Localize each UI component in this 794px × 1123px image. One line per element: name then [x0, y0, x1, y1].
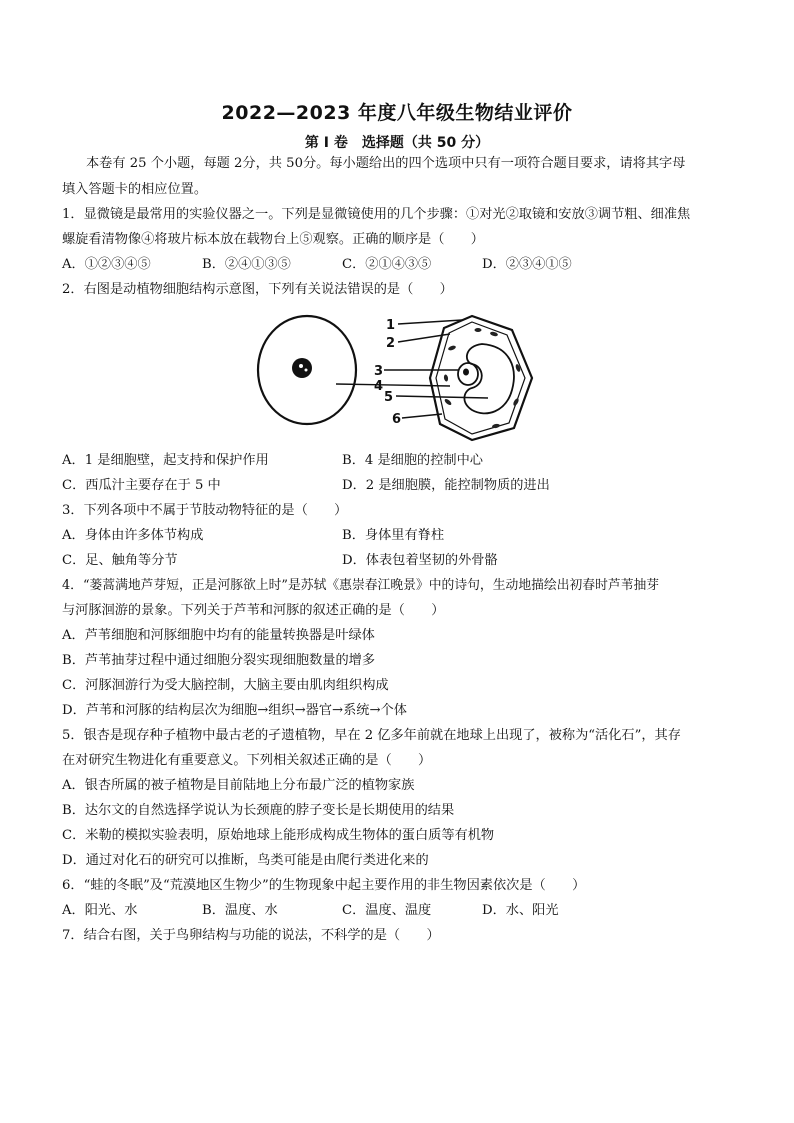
q6-stem: 6．“蛙的冬眠”及“荒漠地区生物少”的生物现象中起主要作用的非生物因素依次是（ ）	[62, 878, 586, 893]
figure-label-4: 4	[374, 379, 384, 394]
animal-nucleus	[292, 358, 312, 378]
q6-option-c: C．温度、温度	[342, 903, 432, 918]
q5-stem-1: 5．银杏是现存种子植物中最古老的孑遗植物，早在 2 亿多年前就在地球上出现了，被称为“活化石”，其存	[62, 728, 681, 743]
q2-stem: 2．右图是动植物细胞结构示意图，下列有关说法错误的是（ ）	[62, 282, 453, 297]
q7-stem: 7．结合右图，关于鸟卵结构与功能的说法，不科学的是（ ）	[62, 928, 440, 943]
q4-option-c: C．河豚洄游行为受大脑控制，大脑主要由肌肉组织构成	[62, 678, 389, 693]
figure-label-2: 2	[386, 336, 396, 351]
q1-stem-1: 1．显微镜是最常用的实验仪器之一。下列是显微镜使用的几个步骤：①对光②取镜和安放③调节粗、细准焦	[62, 207, 691, 222]
q5-stem-2: 在对研究生物进化有重要意义。下列相关叙述正确的是（ ）	[62, 753, 432, 768]
animal-cell	[258, 316, 356, 424]
q4-option-a: A．芦苇细胞和河豚细胞中均有的能量转换器是叶绿体	[62, 628, 375, 643]
q5-option-b: B．达尔文的自然选择学说认为长颈鹿的脖子变长是长期使用的结果	[62, 803, 455, 818]
q3-option-c: C．足、触角等分节	[62, 553, 178, 568]
q4-stem-1: 4．“蒌蒿满地芦芽短，正是河豚欲上时”是苏轼《惠崇春江晚景》中的诗句，生动地描绘出初春时芦苇抽芽	[62, 578, 660, 593]
cell-diagram	[250, 306, 550, 448]
q1-option-c: C．②①④③⑤	[342, 257, 432, 272]
page-title: 2022—2023 年度八年级生物结业评价	[221, 102, 573, 124]
q6-option-d: D．水、阳光	[482, 903, 559, 918]
q5-option-d: D．通过对化石的研究可以推断，鸟类可能是由爬行类进化来的	[62, 853, 429, 868]
q4-option-b: B．芦苇抽芽过程中通过细胞分裂实现细胞数量的增多	[62, 653, 376, 668]
q5-option-c: C．米勒的模拟实验表明，原始地球上能形成构成生物体的蛋白质等有机物	[62, 828, 495, 843]
q1-stem-2: 螺旋看清物像④将玻片标本放在载物台上⑤观察。正确的顺序是（ ）	[62, 232, 484, 247]
figure-label-6: 6	[392, 412, 402, 427]
q6-option-a: A．阳光、水	[62, 903, 138, 918]
q4-option-d: D．芦苇和河豚的结构层次为细胞→组织→器官→系统→个体	[62, 703, 407, 718]
figure-label-1: 1	[386, 318, 396, 333]
q1-option-a: A．①②③④⑤	[62, 257, 151, 272]
q6-option-b: B．温度、水	[202, 903, 278, 918]
q5-option-a: A．银杏所属的被子植物是目前陆地上分布最广泛的植物家族	[62, 778, 415, 793]
figure-label-3: 3	[374, 364, 384, 379]
q3-option-d: D．体表包着坚韧的外骨骼	[342, 553, 498, 568]
figure-label-5: 5	[384, 390, 394, 405]
vacuole	[464, 344, 513, 413]
q1-option-b: B．②④①③⑤	[202, 257, 291, 272]
q3-stem: 3．下列各项中不属于节肢动物特征的是（ ）	[62, 503, 348, 518]
q4-stem-2: 与河豚洄游的景象。下列关于芦苇和河豚的叙述正确的是（ ）	[62, 603, 445, 618]
q2-option-b: B．4 是细胞的控制中心	[342, 453, 483, 468]
q2-option-c: C．西瓜汁主要存在于 5 中	[62, 478, 221, 493]
q3-option-b: B．身体里有脊柱	[342, 528, 445, 543]
section-heading: 第 I 卷 选择题（共 50 分）	[304, 135, 490, 151]
q2-option-a: A．1 是细胞壁，起支持和保护作用	[62, 453, 269, 468]
q1-option-d: D．②③④①⑤	[482, 257, 572, 272]
intro-line-1: 本卷有 25 个小题，每题 2分，共 50分。每小题给出的四个选项中只有一项符合题目要求，请将其字母	[86, 156, 686, 171]
intro-line-2: 填入答题卡的相应位置。	[62, 182, 208, 197]
q3-option-a: A．身体由许多体节构成	[62, 528, 204, 543]
q2-option-d: D．2 是细胞膜，能控制物质的进出	[342, 478, 550, 493]
